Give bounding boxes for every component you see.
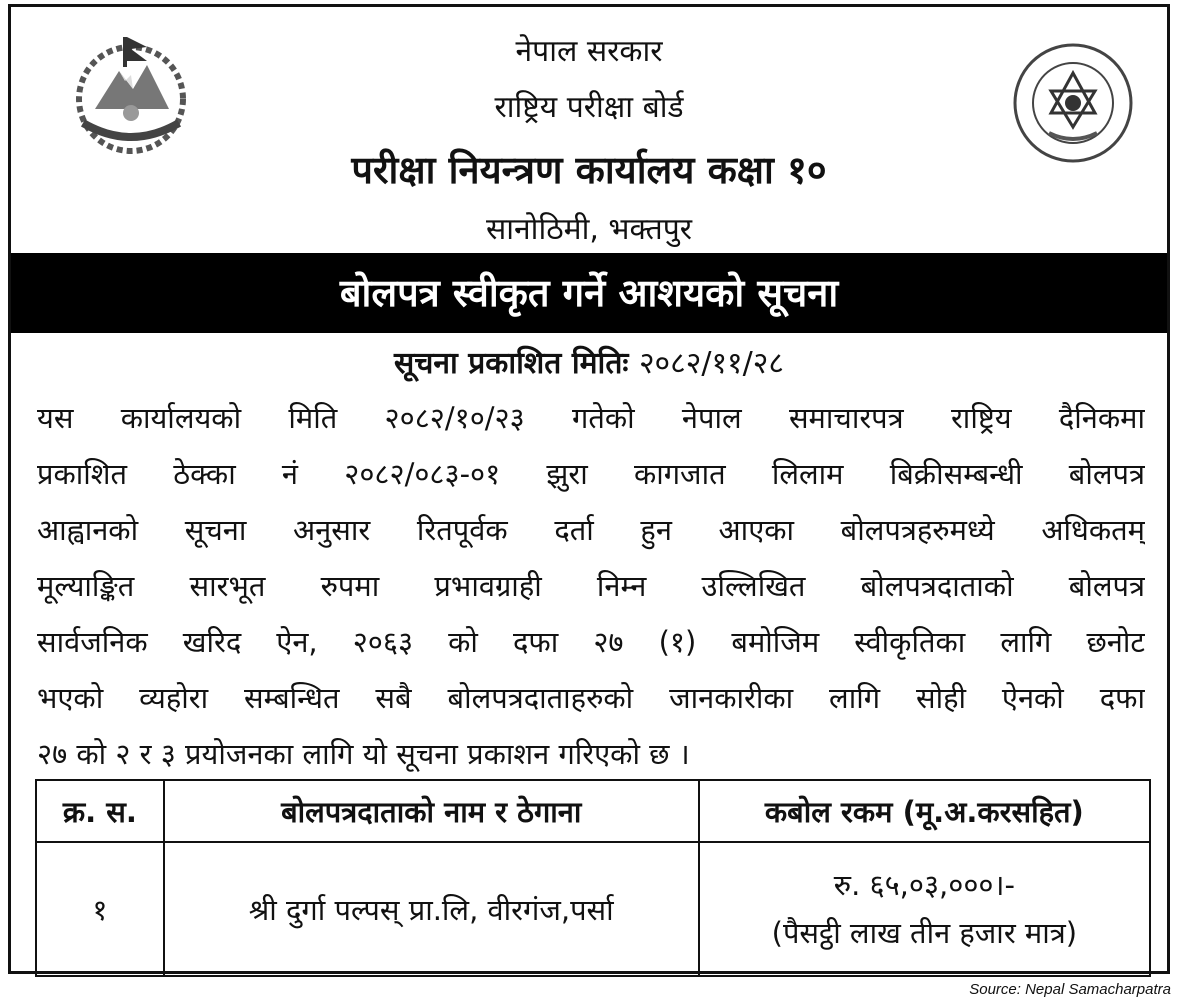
cell-bidder: श्री दुर्गा पल्पस् प्रा.लि, वीरगंज,पर्सा <box>164 842 699 976</box>
bidder-table <box>35 779 1151 977</box>
notice-title: बोलपत्र स्वीकृत गर्ने आशयको सूचना <box>339 271 839 315</box>
table-row <box>36 842 1150 976</box>
board-title: राष्ट्रिय परीक्षा बोर्ड <box>494 90 684 125</box>
cell-amount <box>699 842 1150 976</box>
body-line: यस कार्यालयको मिति २०८२/१०/२३ गतेको नेपाल समाचारपत्र राष्ट्रिय दैनिकमा <box>37 401 1145 435</box>
cell-serial: १ <box>36 842 164 976</box>
body-line: प्रकाशित ठेक्का नं २०८२/०८३-०१ झुरा कागजात लिलाम बिक्रीसम्बन्धी बोलपत्र <box>37 457 1145 491</box>
amount-figure: रु. ६५,०३,०००।- <box>833 868 1015 902</box>
notice-body <box>37 390 1145 782</box>
header-bidder: बोलपत्रदाताको नाम र ठेगाना <box>164 780 699 842</box>
body-line: सार्वजनिक खरिद ऐन, २०६३ को दफा २७ (१) बमोजिम स्वीकृतिका लागि छनोट <box>37 625 1145 659</box>
amount-words: (पैसट्ठी लाख तीन हजार मात्र) <box>771 916 1078 950</box>
body-line: आह्वानको सूचना अनुसार रितपूर्वक दर्ता हुन आएका बोलपत्रहरुमध्ये अधिकतम् <box>37 513 1145 547</box>
table-header-row <box>36 780 1150 842</box>
notice-title-banner <box>11 253 1167 333</box>
publish-date-line <box>11 341 1167 382</box>
body-line: २७ को २ र ३ प्रयोजनका लागि यो सूचना प्रकाशन गरिएको छ । <box>37 737 690 771</box>
government-title: नेपाल सरकार <box>515 34 663 69</box>
office-address: सानोठिमी, भक्तपुर <box>485 212 693 247</box>
notice-frame <box>8 4 1170 974</box>
publish-date-value: २०८२/११/२८ <box>638 346 784 381</box>
source-credit: Source: Nepal Samacharpatra <box>969 981 1171 998</box>
body-line: मूल्याङ्कित सारभूत रुपमा प्रभावग्राही निम्न उल्लिखित बोलपत्रदाताको बोलपत्र <box>37 569 1145 603</box>
header-serial: क्र. स. <box>36 780 164 842</box>
header-amount: कबोल रकम (मू.अ.करसहित) <box>699 780 1150 842</box>
body-line: भएको व्यहोरा सम्बन्धित सबै बोलपत्रदाताहरुको जानकारीका लागि सोही ऐनको दफा <box>37 681 1145 715</box>
publish-date-label: सूचना प्रकाशित मितिः <box>394 346 629 381</box>
office-title: परीक्षा नियन्त्रण कार्यालय कक्षा १० <box>351 148 827 192</box>
